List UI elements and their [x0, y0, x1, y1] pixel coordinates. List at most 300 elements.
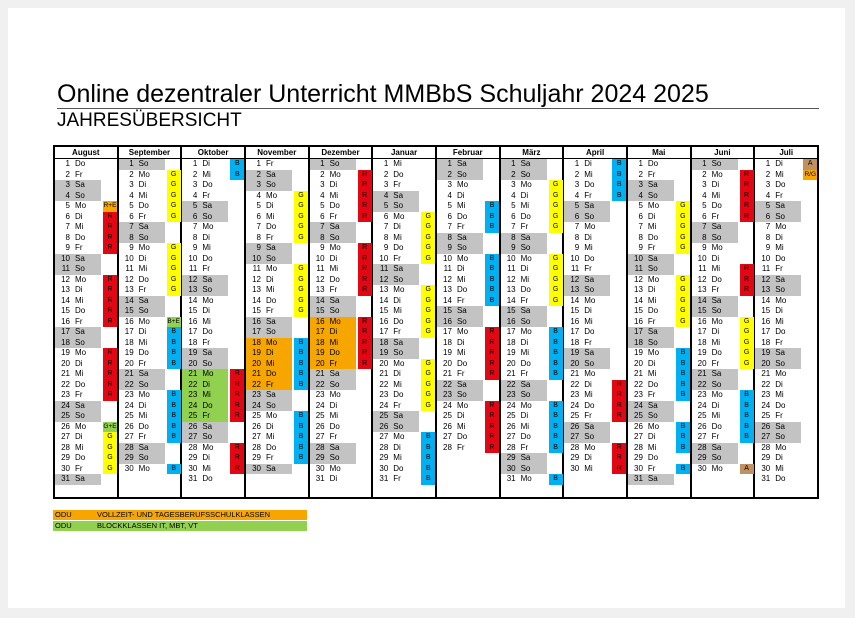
day-row — [182, 159, 244, 170]
day-number: 20 — [634, 358, 643, 368]
day-number: 22 — [761, 379, 771, 389]
day-number: 24 — [443, 400, 452, 410]
class-code: R — [103, 390, 117, 401]
weekday: Di — [265, 274, 274, 284]
day-row — [692, 243, 754, 254]
weekday: Mo — [75, 201, 87, 210]
weekday: Di — [265, 421, 274, 431]
day-row — [755, 453, 817, 464]
weekday: Fr — [711, 211, 720, 221]
day-number: 22 — [506, 379, 516, 389]
class-code: B — [294, 411, 308, 422]
day-row — [373, 464, 435, 475]
day-number: 31 — [315, 474, 325, 483]
weekday: Do — [584, 180, 595, 189]
weekday: Di — [202, 159, 210, 168]
weekday: Do — [75, 453, 86, 462]
day-number: 3 — [129, 180, 134, 189]
day-number: 7 — [129, 222, 134, 231]
day-number: 19 — [124, 348, 134, 357]
day-number: 10 — [61, 253, 70, 263]
day-row — [182, 243, 244, 254]
day-number: 19 — [570, 348, 580, 357]
day-number: 6 — [256, 211, 261, 221]
day-number: 6 — [447, 211, 452, 221]
weekday: Sa — [393, 337, 404, 347]
day-row — [628, 254, 690, 265]
day-number: 19 — [252, 348, 261, 357]
weekday: Mi — [456, 348, 466, 357]
weekday: So — [711, 159, 722, 168]
day-number: 28 — [570, 442, 580, 452]
legend — [53, 510, 307, 532]
day-row — [564, 191, 626, 202]
day-number: 20 — [252, 358, 261, 368]
weekday: So — [202, 211, 213, 221]
day-row — [182, 411, 244, 422]
month-januar — [373, 147, 437, 497]
day-number: 22 — [188, 379, 198, 389]
day-row — [55, 338, 117, 349]
day-row — [246, 243, 308, 254]
month-header: August — [55, 147, 117, 159]
day-row — [755, 432, 817, 443]
weekday: Sa — [202, 201, 213, 210]
day-row — [310, 401, 372, 412]
day-number: 14 — [570, 295, 580, 305]
weekday: Do — [775, 474, 786, 483]
day-row — [373, 212, 435, 223]
day-row — [692, 180, 754, 191]
day-number: 8 — [511, 232, 516, 242]
weekday: Do — [711, 274, 722, 284]
weekday: Do — [75, 306, 86, 315]
day-row — [246, 264, 308, 275]
day-row — [373, 348, 435, 359]
weekday: Mi — [456, 274, 466, 284]
weekday: Mo — [711, 243, 723, 252]
day-row — [755, 233, 817, 244]
day-number: 3 — [65, 180, 70, 189]
weekday: Fr — [75, 390, 83, 399]
class-code: B — [167, 338, 181, 349]
day-number: 29 — [124, 453, 134, 462]
day-number: 3 — [511, 180, 516, 189]
day-number: 28 — [188, 442, 198, 452]
day-row — [755, 306, 817, 317]
day-row — [628, 317, 690, 328]
day-number: 3 — [447, 180, 452, 189]
day-row — [501, 243, 563, 254]
weekday: Fr — [456, 369, 465, 378]
weekday: Fr — [520, 295, 529, 305]
day-number: 23 — [761, 390, 771, 399]
weekday: Mi — [775, 463, 784, 473]
weekday: Sa — [775, 201, 786, 210]
day-row — [564, 443, 626, 454]
day-row — [437, 443, 499, 454]
weekday: Di — [75, 285, 83, 294]
weekday: Mo — [711, 463, 723, 473]
day-row — [373, 432, 435, 443]
day-row — [55, 285, 117, 296]
class-code: G — [294, 201, 308, 212]
day-number: 30 — [506, 463, 516, 473]
class-code: R — [230, 380, 244, 391]
weekday: Di — [138, 253, 147, 263]
day-row — [692, 327, 754, 338]
day-row — [55, 180, 117, 191]
weekday: Mo — [520, 180, 532, 189]
weekday: Mi — [329, 411, 339, 420]
day-row — [182, 327, 244, 338]
day-number: 11 — [379, 264, 389, 273]
day-number: 19 — [443, 348, 452, 357]
day-row — [564, 212, 626, 223]
class-code: B — [294, 369, 308, 380]
weekday: Mo — [138, 463, 150, 473]
class-code: B — [167, 422, 181, 433]
day-row — [564, 390, 626, 401]
day-row — [437, 390, 499, 401]
weekday: Mi — [711, 337, 721, 347]
class-code: R — [358, 201, 372, 212]
class-code: B — [549, 401, 563, 412]
day-row — [55, 233, 117, 244]
class-code: B — [485, 222, 499, 233]
day-row — [501, 359, 563, 370]
weekday: Mo — [584, 442, 596, 452]
class-code: R — [740, 170, 754, 181]
day-row — [119, 201, 181, 212]
day-row — [55, 411, 117, 422]
day-number: 6 — [511, 211, 516, 221]
weekday: So — [202, 432, 213, 441]
weekday: Do — [202, 400, 213, 410]
day-row — [373, 443, 435, 454]
day-number: 27 — [761, 432, 771, 441]
class-code: B — [485, 296, 499, 307]
class-code: R — [740, 212, 754, 223]
class-code: R — [485, 369, 499, 380]
class-code: G — [676, 201, 690, 212]
weekday: Fr — [329, 211, 338, 221]
day-number: 14 — [315, 295, 325, 305]
month-juni — [692, 147, 756, 497]
weekday: Sa — [584, 421, 595, 431]
day-number: 9 — [574, 243, 580, 252]
class-code: B — [230, 159, 244, 170]
class-code: R — [358, 191, 372, 202]
weekday: So — [584, 358, 595, 368]
day-row — [692, 201, 754, 212]
weekday: Mi — [75, 295, 84, 305]
day-row — [373, 327, 435, 338]
day-row — [628, 401, 690, 412]
weekday: Mo — [775, 295, 787, 305]
weekday: Fr — [75, 169, 83, 179]
day-number: 1 — [65, 159, 70, 168]
page-title: Online dezentraler Unterricht MMBbS Schuljahr 2024 2025 — [57, 80, 709, 108]
class-code: B — [612, 191, 626, 202]
class-code: R — [358, 212, 372, 223]
class-code: R — [358, 264, 372, 275]
day-row — [755, 159, 817, 170]
weekday: Fr — [202, 264, 210, 273]
weekday: Mo — [75, 421, 87, 431]
day-row — [628, 464, 690, 475]
day-row — [564, 348, 626, 359]
day-row — [755, 474, 817, 485]
weekday: Do — [75, 232, 86, 242]
day-row — [628, 338, 690, 349]
weekday: Do — [265, 369, 277, 378]
weekday: Fr — [647, 243, 656, 252]
weekday: So — [775, 358, 786, 368]
weekday: Fr — [584, 264, 592, 273]
weekday: Mi — [647, 369, 657, 378]
day-number: 28 — [315, 442, 325, 452]
month-februar — [437, 147, 501, 497]
weekday: Di — [584, 159, 592, 168]
weekday: Fr — [202, 411, 210, 420]
day-row — [246, 453, 308, 464]
day-row — [182, 285, 244, 296]
weekday: Mo — [329, 316, 341, 326]
weekday: Di — [75, 358, 83, 368]
day-number: 14 — [443, 295, 452, 305]
weekday: Do — [138, 201, 149, 210]
weekday: Mo — [75, 348, 87, 357]
class-code: G — [167, 264, 181, 275]
day-row — [55, 464, 117, 475]
day-row — [564, 432, 626, 443]
day-row — [692, 443, 754, 454]
day-number: 12 — [315, 274, 325, 284]
weekday: Do — [138, 348, 149, 357]
day-row — [373, 201, 435, 212]
day-number: 30 — [379, 463, 389, 473]
day-number: 8 — [702, 232, 707, 242]
day-row — [182, 453, 244, 464]
day-number: 16 — [61, 316, 70, 326]
class-code: R+E — [103, 201, 117, 212]
weekday: Mo — [393, 285, 405, 294]
weekday: Mo — [138, 390, 150, 399]
class-code: G — [103, 464, 117, 475]
day-number: 17 — [570, 327, 580, 336]
weekday: Di — [202, 306, 210, 315]
weekday: Mo — [456, 253, 469, 263]
day-number: 11 — [634, 264, 643, 273]
month-august — [55, 147, 119, 497]
day-number: 31 — [379, 474, 389, 483]
day-number: 17 — [379, 327, 389, 336]
class-code: G — [549, 275, 563, 286]
day-row — [310, 453, 372, 464]
day-row — [437, 180, 499, 191]
day-number: 10 — [697, 253, 707, 263]
day-row — [119, 443, 181, 454]
day-number: 19 — [697, 348, 707, 357]
day-row — [119, 422, 181, 433]
weekday: Mo — [393, 358, 405, 368]
day-number: 4 — [65, 190, 70, 200]
class-code: G — [421, 243, 435, 254]
weekday: Sa — [711, 222, 722, 231]
weekday: Di — [456, 337, 465, 347]
weekday: Fr — [456, 442, 465, 452]
weekday: Sa — [456, 379, 467, 389]
day-row — [755, 285, 817, 296]
weekday: Di — [456, 264, 465, 273]
day-number: 15 — [634, 306, 643, 315]
weekday: Do — [202, 327, 213, 336]
weekday: Fr — [202, 190, 210, 200]
day-number: 28 — [443, 442, 452, 452]
weekday: So — [775, 285, 786, 294]
weekday: Fr — [711, 358, 720, 368]
day-number: 15 — [61, 306, 70, 315]
day-number: 5 — [256, 201, 261, 210]
day-row — [373, 254, 435, 265]
day-number: 10 — [379, 253, 389, 263]
day-row — [501, 212, 563, 223]
class-code: B — [549, 411, 563, 422]
class-code: G — [421, 390, 435, 401]
day-number: 4 — [129, 190, 134, 200]
day-number: 18 — [252, 337, 261, 347]
day-row — [755, 401, 817, 412]
class-code: R — [358, 327, 372, 338]
day-number: 16 — [506, 316, 516, 326]
day-number: 9 — [65, 243, 70, 252]
day-row — [182, 390, 244, 401]
day-number: 20 — [188, 358, 198, 368]
day-row — [437, 275, 499, 286]
day-row — [310, 432, 372, 443]
class-code: B — [294, 422, 308, 433]
day-number: 8 — [638, 232, 643, 242]
month-header: Januar — [373, 147, 435, 159]
class-code: R — [103, 296, 117, 307]
day-number: 20 — [697, 358, 707, 368]
day-number: 7 — [765, 222, 771, 231]
day-row — [692, 338, 754, 349]
weekday: Di — [393, 222, 401, 231]
day-row — [564, 222, 626, 233]
weekday: Di — [75, 432, 83, 441]
class-code: R — [103, 348, 117, 359]
day-number: 9 — [765, 243, 771, 252]
day-row — [437, 411, 499, 422]
day-number: 21 — [443, 369, 452, 378]
day-row — [564, 264, 626, 275]
day-row — [182, 201, 244, 212]
class-code: B — [549, 443, 563, 454]
class-code: B — [549, 338, 563, 349]
day-number: 27 — [252, 432, 261, 441]
weekday: Do — [329, 421, 340, 431]
day-row — [628, 369, 690, 380]
day-number: 13 — [379, 285, 389, 294]
day-number: 5 — [511, 201, 516, 210]
day-number: 2 — [702, 169, 707, 179]
day-row — [119, 180, 181, 191]
day-row — [437, 432, 499, 443]
day-row — [182, 432, 244, 443]
day-row — [55, 306, 117, 317]
weekday: Mi — [329, 190, 339, 200]
weekday: Fr — [393, 253, 401, 263]
class-code: B — [549, 369, 563, 380]
day-number: 2 — [447, 169, 452, 179]
day-number: 29 — [188, 453, 198, 462]
day-row — [55, 369, 117, 380]
class-code: B — [294, 359, 308, 370]
class-code: B — [676, 443, 690, 454]
class-code: R — [103, 306, 117, 317]
class-code: R/G — [803, 170, 817, 181]
day-number: 28 — [697, 442, 707, 452]
class-code: R — [485, 422, 499, 433]
day-number: 5 — [320, 201, 325, 210]
day-row — [692, 222, 754, 233]
class-code: G — [549, 285, 563, 296]
class-code: G — [421, 359, 435, 370]
weekday: So — [265, 253, 276, 263]
day-number: 8 — [765, 232, 771, 242]
weekday: Sa — [329, 295, 340, 305]
day-row — [755, 411, 817, 422]
class-code: B — [294, 348, 308, 359]
day-row — [692, 233, 754, 244]
day-row — [437, 338, 499, 349]
weekday: Do — [138, 274, 149, 284]
weekday: Di — [456, 411, 465, 420]
day-number: 27 — [379, 432, 389, 441]
day-number: 16 — [570, 316, 580, 326]
day-row — [501, 159, 563, 170]
day-row — [182, 317, 244, 328]
weekday: Mi — [711, 190, 721, 200]
day-number: 19 — [761, 348, 771, 357]
day-number: 20 — [315, 358, 325, 368]
weekday: Sa — [265, 463, 276, 473]
weekday: So — [138, 232, 149, 242]
weekday: Mo — [265, 190, 278, 200]
weekday: Mo — [647, 421, 660, 431]
day-number: 25 — [697, 411, 707, 420]
weekday: Sa — [711, 369, 722, 378]
class-code: R — [230, 464, 244, 475]
day-row — [373, 243, 435, 254]
class-code: G — [676, 317, 690, 328]
class-code: R — [485, 411, 499, 422]
class-code: R — [230, 369, 244, 380]
day-number: 4 — [447, 190, 452, 200]
day-number: 25 — [443, 411, 452, 420]
day-row — [437, 159, 499, 170]
day-number: 30 — [315, 463, 325, 473]
day-number: 27 — [315, 432, 325, 441]
class-code: R — [740, 285, 754, 296]
class-code: R — [612, 453, 626, 464]
weekday: Do — [520, 358, 531, 368]
day-row — [55, 443, 117, 454]
day-row — [628, 306, 690, 317]
day-row — [55, 222, 117, 233]
